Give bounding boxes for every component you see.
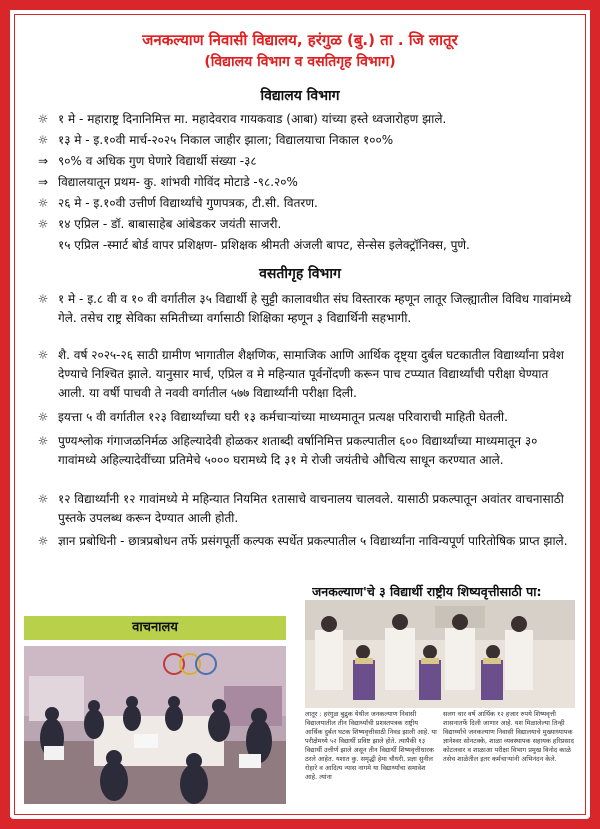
news-caption: जनकल्याण'चे ३ विद्यार्थी राष्ट्रीय शिष्यवृत्तीसाठी पा: [312,584,542,599]
sun-bullet-icon: ☼ [37,292,49,306]
news-text-right: सलग चार वर्ष आर्थिक १२ हजार रुपये शिष्यवृत्ती शासनातर्फे दिली जाणार आहे. यश मिळालेल्या तिन्ही विद्यार्थ्यांचे जनकल्याण निवासी विद्यालयाचे मुख्याध्यापक ज्ञानेश्वर सोनटक्के, शाळा व्यवस्थापक सहायक हरिप्रसाद कोटलवार व शाळाआ परीक्षा विभाग प्रमुख विनोद काळे तसेच शाळेतील इतर कर्मचाऱ्यांनी अभिनंदन केले. [443,710,574,763]
school-item: ☼ १३ मे - इ.१०वी मार्च-२०२५ निकाल जाहीर झाला; विद्यालयाचा निकाल १००% [34,131,574,150]
page-title: जनकल्याण निवासी विद्यालय, हरंगुळ (बु.) ता . जि लातूर [142,31,458,49]
sun-bullet-icon: ☼ [37,348,49,362]
news-photo [305,600,575,708]
hostel-item: ☼ ज्ञान प्रबोधिनी - छात्रप्रबोधन तर्फे प्रसंगपूर्ती कल्पक स्पर्धेत प्रकल्पातील ५ विद्यार्थ्यांना नाविन्यपूर्ण पारितोषिक प्राप्त झाले. [34,532,574,551]
sun-bullet-icon: ☼ [37,492,49,506]
arrow-bullet-icon: ⇒ [37,175,49,189]
sun-bullet-icon: ☼ [37,112,49,126]
school-item: १५ एप्रिल -स्मार्ट बोर्ड वापर प्रशिक्षण- प्रशिक्षक श्रीमती अंजली बापट, सेन्सेस इलेक्ट्रॉनिक्स, पुणे. [58,238,470,252]
library-label: वाचनालय [24,616,286,640]
school-section-heading: विद्यालय विभाग [260,88,340,104]
news-text-left: लातूर : हरंगुळ बुद्रुक येथील जनकल्याण निवासी विद्यालयातील तीन विद्यार्थ्यांची प्रशस्तपत्रक राष्ट्रीय आर्थिक दुर्बल घटक शिष्यवृत्तीसाठी निवड झाली आहे. या परीक्षेमध्ये ५२ विद्यार्थी प्रविष्ट झाले होते. त्यापैकी १३ विद्यार्थी उत्तीर्ण झाले असून तीन विद्यार्थी शिष्यवृत्तीधारक ठरले आहेत. यशात कु. समृद्धी हेमा चौधरी, प्रज्ञा सुनील रोहारे व आदित्य न्यास नागमे या विद्यार्थ्यांचा समावेश आहे. त्यांना [305,710,437,781]
sun-bullet-icon: ☼ [37,196,49,210]
hostel-item: ☼ १ मे - इ.८ वी व १० वी वर्गातील ३५ विद्यार्थी हे सुट्टी कालावधीत संघ विस्तारक म्हणून लातूर जिल्ह्यातील विविध गावांमध्ये गेले. तसेच राष्ट्र सेविका समितीच्या वर्गासाठी शिक्षिका म्हणून ३ विद्यार्थिनी सहभागी. [34,290,574,328]
school-item: ⇒ ९०% व अधिक गुण घेणारे विद्यार्थी संख्या -३८ [34,152,574,171]
school-item: ⇒ विद्यालयातून प्रथम- कु. शांभवी गोविंद मोटाडे -९८.२०% [34,173,574,192]
hostel-item: ☼ शै. वर्ष २०२५-२६ साठी ग्रामीण भागातील शैक्षणिक, सामाजिक आणि आर्थिक दृष्ट्या दुर्बल घटकातील विद्यार्थ्यांना प्रवेश देण्याचे निश्चित झाले. यानुसार मार्च, एप्रिल व मे महिन्यात पूर्वनोंदणी करून पाच टप्प्यात विद्यार्थ्यांची परीक्षा घेण्यात आली. या वर्षी पाचवी ते नववी वर्गातील ५७७ विद्यार्थ्यांनी परीक्षा दिली. [34,346,574,403]
hostel-item: ☼ इयत्ता ५ वी वर्गातील १२३ विद्यार्थ्यांच्या घरी १३ कर्मचाऱ्यांच्या माध्यमातून प्रत्यक्ष परिवाराची माहिती घेतली. [34,408,574,427]
hostel-item: ☼ पुण्यश्लोक गंगाजळनिर्मळ अहिल्यादेवी होळकर शताब्दी वर्षानिमित्त प्रकल्पातील ६०० विद्यार्थ्यांच्या माध्यमातून ३० गावांमध्ये अहिल्यादेवींच्या प्रतिमेचे ५००० घरामध्ये दि ३१ मे रोजी जयंतीचे औचित्य साधून करण्यात आले. [34,432,574,470]
sun-bullet-icon: ☼ [37,434,49,448]
arrow-bullet-icon: ⇒ [37,154,49,168]
hostel-item: ☼ १२ विद्यार्थ्यांनी १२ गावांमध्ये मे महिन्यात नियमित १तासाचे वाचनालय चालवले. यासाठी प्रकल्पातून अवांतर वाचनासाठी पुस्तके उपलब्ध करून देण्यात आली होती. [34,490,574,528]
school-item: ☼ १ मे - महाराष्ट्र दिनानिमित्त मा. महादेवराव गायकवाड (आबा) यांच्या हस्ते ध्वजारोहण झाले. [34,110,574,129]
page-subtitle: (विद्यालय विभाग व वसतिगृह विभाग) [204,54,396,70]
sun-bullet-icon: ☼ [37,133,49,147]
sun-bullet-icon: ☼ [37,410,49,424]
school-item: ☼ २६ मे - इ.१०वी उत्तीर्ण विद्यार्थ्यांचे गुणपत्रक, टी.सी. वितरण. [34,194,574,213]
hostel-section-heading: वसतीगृह विभाग [259,266,341,282]
corner-ornament-icon: ✦ [3,812,14,827]
corner-ornament-icon: ✦ [586,812,597,827]
library-photo [24,646,286,804]
corner-ornament-icon: ✦ [586,2,597,17]
corner-ornament-icon: ✦ [3,2,14,17]
sun-bullet-icon: ☼ [37,217,49,231]
school-item: ☼ १४ एप्रिल - डॉ. बाबासाहेब आंबेडकर जयंती साजरी. [34,215,574,234]
sun-bullet-icon: ☼ [37,534,49,548]
